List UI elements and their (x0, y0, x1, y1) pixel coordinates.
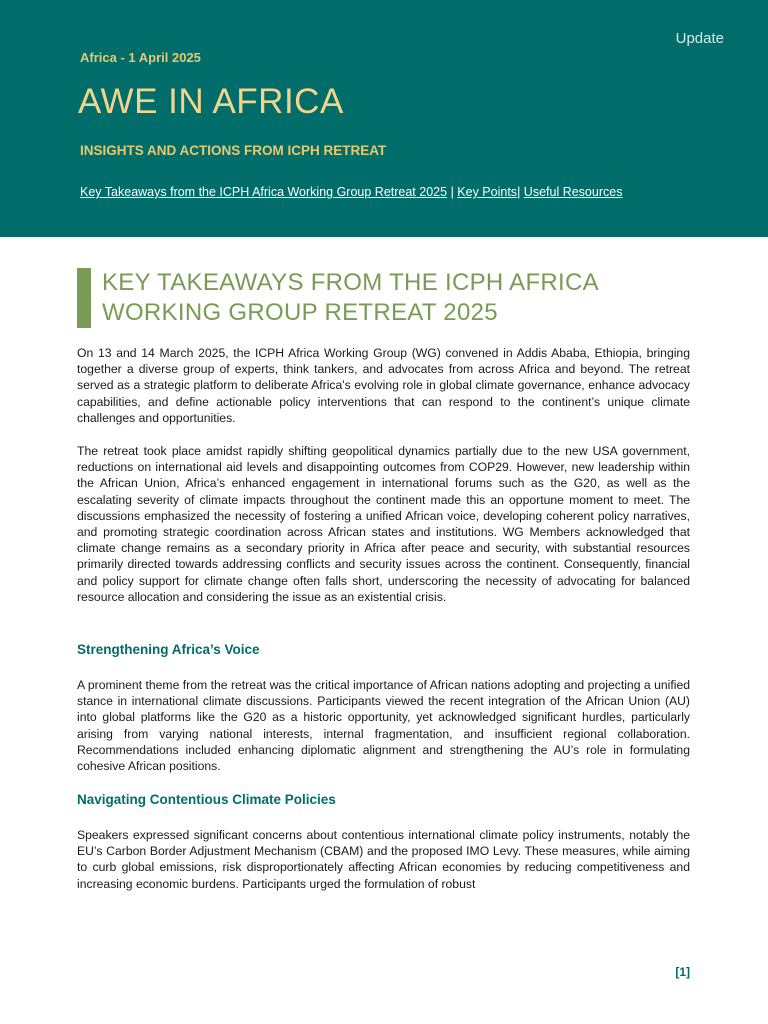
paragraph-intro: On 13 and 14 March 2025, the ICPH Africa Working Group (WG) convened in Addis Ababa, Ethiopia, bringing together a diverse group of experts, think tankers, and advocates from across Africa and beyond. The retreat served as a strategic platform to deliberate Africa's evolving role in global climate governance, enhance advocacy capabilities, and define actionable policy interventions that can respond to the continent’s unique climate challenges and opportunities. (77, 346, 690, 425)
link-separator: | (517, 185, 521, 199)
link-useful-resources[interactable]: Useful Resources (523, 185, 623, 199)
link-separator: | (450, 185, 454, 199)
section-title: KEY TAKEAWAYS FROM THE ICPH AFRICA WORKING GROUP RETREAT 2025 (102, 269, 598, 326)
date-line: Africa - 1 April 2025 (80, 50, 201, 65)
header-nav (80, 185, 622, 199)
paragraph-africa-voice: A prominent theme from the retreat was the critical importance of African nations adopting and projecting a unified stance in international climate discussions. Participants viewed the recent integration of the African Union (AU) into global platforms like the G20 as a historic opportunity, yet acknowledged significant hurdles, particularly arising from varying national interests, internal fragmentation, and insufficient regional collaboration. Recommendations included enhancing diplomatic alignment and strengthening the AU’s role in formulating cohesive African positions. (77, 678, 690, 774)
page-number: [1] (675, 965, 690, 979)
link-key-points[interactable]: Key Points (457, 185, 518, 199)
update-label: Update (675, 30, 724, 47)
link-key-takeaways[interactable]: Key Takeaways from the ICPH Africa Working Group Retreat 2025 (80, 185, 448, 199)
paragraph-context: The retreat took place amidst rapidly shifting geopolitical dynamics partially due to the new USA government, reductions on international aid levels and disappointing outcomes from COP29. However, new leadership within the African Union, Africa’s enhanced engagement in international forums such as the G20, as well as the escalating severity of climate impacts throughout the continent made this an opportune moment to meet. The discussions emphasized the necessity of fostering a unified African voice, developing coherent policy narratives, and promoting strategic coordination across African states and institutions. WG Members acknowledged that climate change remains as a secondary priority in Africa after peace and security, with substantial resources primarily directed towards addressing conflicts and security issues across the continent. Consequently, financial and policy support for climate change often falls short, underscoring the necessity of advocating for balanced resource allocation and considering the issue as an existential crisis. (77, 444, 690, 604)
page-title: AWE IN AFRICA (78, 82, 344, 121)
section-heading (77, 268, 697, 328)
section-accent-bar (77, 268, 91, 328)
subheading-climate-policies: Navigating Contentious Climate Policies (77, 792, 336, 807)
paragraph-climate-policies: Speakers expressed significant concerns about contentious international climate policy instruments, notably the EU’s Carbon Border Adjustment Mechanism (CBAM) and the proposed IMO Levy. These measures, while aiming to curb global emissions, risk disproportionately affecting African economies by reducing competitiveness and increasing economic burdens. Participants urged the formulation of robust (77, 828, 690, 891)
subheading-africa-voice: Strengthening Africa’s Voice (77, 642, 260, 657)
page-subtitle: INSIGHTS AND ACTIONS FROM ICPH RETREAT (80, 143, 387, 158)
header-banner (0, 0, 768, 237)
